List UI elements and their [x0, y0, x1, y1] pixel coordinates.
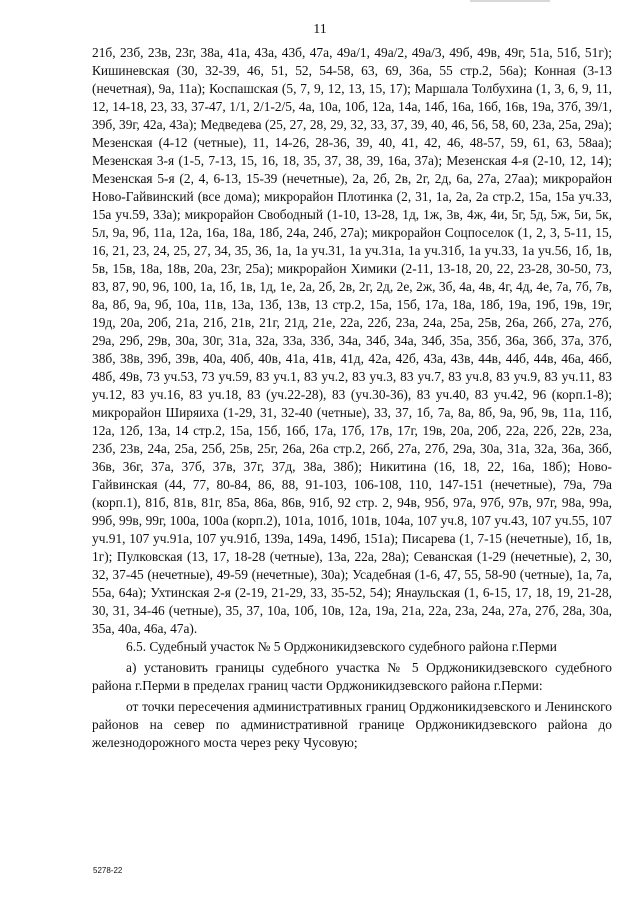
address-list-paragraph: 21б, 23б, 23в, 23г, 38а, 41а, 43а, 43б, 47а, 49а/1, 49а/2, 49а/3, 49б, 49в, 49г, 51а, 51б, 51г); Кишиневская (30, 32-39, 46, 51, 52, 54-58, 63, 69, 36а, 55 стр.2, 56а); Конная (3-13 (нечетная), 9а, 11а); Коспашская (5, 7, 9, 12, 13, 15, 17); Маршала Толбухина (1, 3, 6, 9, 11, 12, 14-18, 23, 33, 37-47, 1/1, 2/1-2/5, 4а, 10а, 10б, 12а, 14а, 14б, 16а, 16б, 16в, 19а, 37б, 39/1, 39б, 39г, 42а, 43а); Медведева (25, 27, 28, 29, 32, 33, 37, 39, 40, 46, 56, 58, 60, 23а, 25а, 29а); Мезенская (4-12 (четные), 11, 14-26, 28-36, 39, 40, 41, 42, 46, 48-57, 59, 61, 63, 58аа); Мезенская 3-я (1-5, 7-13, 15, 16, 18, 35, 37, 38, 39, 16а, 37а); Мезенская 4-я (2-10, 12, 14); Мезенская 5-я (2, 4, 6-13, 15-39 (нечетные), 2а, 2б, 2в, 2г, 2д, 6а, 27а, 27аа); микрорайон Ново-Гайвинский (все дома); микрорайон Плотинка (2, 31, 1а, 2а, 2а стр.2, 15а, 15а уч.33, 15а уч.59, 33а); микрорайон Свободный (1-10, 13-28, 1д, 1ж, 3в, 4ж, 4и, 5г, 5д, 5ж, 5и, 5к, 5л, 9а, 9б, 11а, 12а, 16а, 18а, 18б, 24а, 24б, 27а); микрорайон Соцпоселок (1, 2, 3, 5-11, 15, 16, 21, 23, 24, 25, 27, 34, 35, 36, 1а, 1а уч.31, 1а уч.31а, 1а уч.31б, 1а уч.33, 1а уч.56, 1б, 1в, 5в, 15в, 18а, 18в, 20а, 23г, 25а); микрорайон Химики (2-11, 13-18, 20, 22, 23-28, 30-50, 73, 83, 87, 90, 96, 100, 1а, 1б, 1в, 1д, 1е, 2а, 2б, 2в, 2г, 2д, 2е, 2ж, 3б, 4а, 4в, 4г, 4д, 4е, 7а, 7б, 7в, 8а, 8б, 9а, 9б, 10а, 11в, 13а, 13б, 13в, 13 стр.2, 15а, 15б, 17а, 18а, 18б, 19а, 19б, 19в, 19г, 19д, 20а, 20б, 21а, 21б, 21в, 21г, 21д, 21е, 22а, 22б, 23а, 24а, 25а, 25в, 26а, 26б, 27а, 27б, 29а, 29б, 29в, 30а, 30г, 31а, 32а, 33а, 33б, 34а, 34б, 34а, 34б, 35а, 35б, 36а, 36б, 37а, 37б, 38б, 38в, 39б, 39в, 40а, 40б, 40в, 41а, 41в, 41д, 42а, 42б, 43а, 43в, 44в, 44б, 44в, 46а, 46б, 48б, 49в, 73 уч.53, 73 уч.59, 83 уч.1, 83 уч.2, 83 уч.3, 83 уч.7, 83 уч.8, 83 уч.9, 83 уч.11, 83 уч.12, 83 уч.16, 83 уч.18, 83 (уч.22-28), 83 (уч.30-36), 83 уч.40, 83 уч.42, 96 (корп.1-8); микрорайон Ширяиха (1-29, 31, 32-40 (четные), 33, 37, 1б, 7а, 8а, 8б, 9а, 9б, 9в, 11а, 11б, 12а, 12б, 13а, 14 стр.2, 15а, 15б, 16б, 17а, 17б, 17в, 17г, 19в, 20а, 20б, 22а, 22б, 22в, 23а, 23б, 23в, 24а, 25а, 25б, 25в, 25г, 26а, 26а стр.2, 26б, 27а, 27б, 29а, 30а, 31а, 32а, 36а, 36б, 36в, 36г, 37а, 37б, 37в, 37г, 37д, 38а, 38б); Никитина (16, 18, 22, 16а, 18б); Ново-Гайвинская (44, 77, 80-84, 86, 88, 91-103, 106-108, 110, 147-151 (нечетные), 79а, 79а (корп.1), 81б, 81в, 81г, 85а, 86а, 86в, 91б, 92 стр. 2, 94в, 95б, 97а, 97б, 97в, 97г, 98а, 99а, 99б, 99в, 99г, 100а, 100а (корп.2), 101а, 101б, 101в, 104а, 107 уч.8, 107 уч.43, 107 уч.55, 107 уч.91, 107 уч.91а, 107 уч.91б, 139а, 149а, 149б, 151а); Писарева (1, 7-15 (нечетные), 1б, 1в, 1г); Пулковская (13, 17, 18-28 (четные), 13а, 22а, 28а); Севанская (1-29 (нечетные), 2, 30, 32, 37-45 (нечетные), 49-59 (нечетные), 30а); Усадебная (1-6, 47, 55, 58-90 (четные), 1а, 7а, 55а, 64а); Ухтинская 2-я (2-19, 21-29, 33, 35-52, 54); Янаульская (1, 6-15, 17, 18, 19, 21-28, 30, 31, 34-46 (четные), 35, 37, 10а, 10б, 10в, 12а, 19а, 21а, 22а, 23а, 24а, 27а, 27б, 28а, 30а, 35а, 40а, 46а, 47а). [92, 45, 612, 636]
page-number: 11 [313, 22, 327, 37]
scan-edge-mark [470, 0, 550, 2]
boundary-paragraph: от точки пересечения административных границ Орджоникидзевского и Ленинского районов на север по административной границе Орджоникидзевского района до железнодорожного моста через реку Чусовую; [92, 699, 612, 750]
document-code: 5278-22 [93, 866, 123, 875]
section-heading: 6.5. Судебный участок № 5 Орджоникидзевского судебного района г.Перми [126, 639, 557, 654]
document-body [92, 44, 612, 752]
clause-a-paragraph: а) установить границы судебного участка № 5 Орджоникидзевского судебного района г.Перми в пределах границ части Орджоникидзевского района г.Перми: [92, 660, 612, 693]
